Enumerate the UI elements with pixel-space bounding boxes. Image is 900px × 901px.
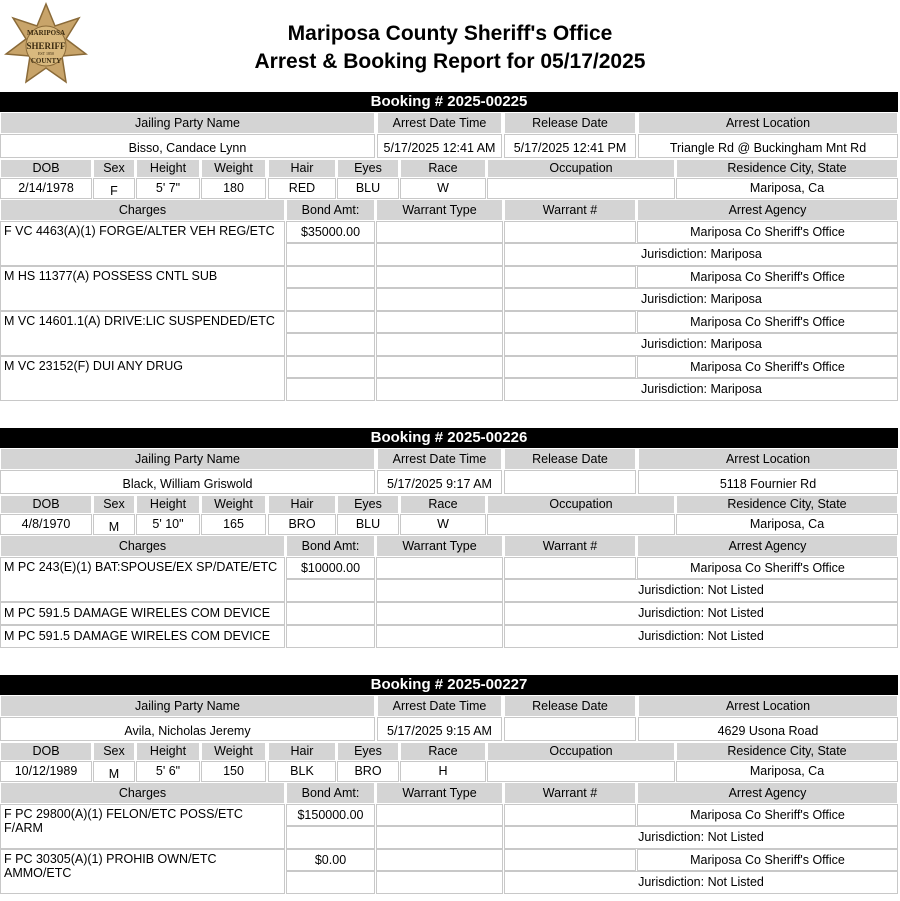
eyes-value: BLU [337,178,399,199]
dob-value: 10/12/1989 [0,761,92,782]
height-header: Height [136,742,200,761]
bond-amount-empty [286,333,375,356]
residence-header: Residence City, State [676,495,898,514]
arrest-agency: Mariposa Co Sheriff's Office [637,849,898,871]
warrant-number-header: Warrant # [504,782,636,804]
height-value: 5' 10" [136,514,200,535]
bond-amount-empty [286,826,375,849]
jurisdiction: Jurisdiction: Mariposa [504,333,898,356]
arrest-agency-header: Arrest Agency [637,535,898,557]
bond-amount [286,602,375,625]
sex-header: Sex [93,159,135,178]
release-date [504,470,636,494]
arrest-location-header: Arrest Location [638,112,898,134]
bond-amount-empty [286,243,375,266]
bond-amount-header: Bond Amt: [286,199,375,221]
svg-text:SHERIFF: SHERIFF [26,41,66,51]
booking-number-header: Booking # 2025-00225 [0,92,898,112]
arrest-location: 5118 Fournier Rd [638,470,898,494]
jurisdiction: Jurisdiction: Mariposa [504,378,898,401]
warrant-number [504,804,636,826]
occupation-value [487,761,675,782]
arrest-agency: Mariposa Co Sheriff's Office [637,266,898,288]
warrant-number [504,849,636,871]
warrant-type [376,356,503,378]
charge-description: M PC 243(E)(1) BAT:SPOUSE/EX SP/DATE/ETC [0,557,285,602]
warrant-type-header: Warrant Type [376,535,503,557]
warrant-type-empty [376,333,503,356]
race-value: W [400,514,486,535]
hair-value: BRO [268,514,336,535]
bond-amount-empty [286,579,375,602]
race-value: W [400,178,486,199]
eyes-header: Eyes [337,742,399,761]
release-date-header: Release Date [504,448,636,470]
bond-amount [286,266,375,288]
arrest-location: Triangle Rd @ Buckingham Mnt Rd [638,134,898,158]
weight-value: 180 [201,178,266,199]
warrant-number [504,356,636,378]
warrant-type [376,625,503,648]
bond-amount: $0.00 [286,849,375,871]
arrest-agency: Mariposa Co Sheriff's Office [637,221,898,243]
arrest-date-time: 5/17/2025 9:15 AM [377,717,502,741]
arrest-agency: Mariposa Co Sheriff's Office [637,804,898,826]
dob-value: 2/14/1978 [0,178,92,199]
hair-header: Hair [268,159,336,178]
hair-header: Hair [268,742,336,761]
warrant-number [504,221,636,243]
occupation-value [487,514,675,535]
booking-number-header: Booking # 2025-00226 [0,428,898,448]
charge-description: F PC 29800(A)(1) FELON/ETC POSS/ETC F/ARM [0,804,285,849]
weight-header: Weight [201,742,266,761]
report-title-line1: Mariposa County Sheriff's Office [287,22,613,45]
charges-header: Charges [0,199,285,221]
sex-value: M [93,761,135,782]
height-value: 5' 6" [136,761,200,782]
bond-amount [286,625,375,648]
arrest-agency: Mariposa Co Sheriff's Office [637,311,898,333]
warrant-number-header: Warrant # [504,199,636,221]
release-date: 5/17/2025 12:41 PM [504,134,636,158]
hair-value: RED [268,178,336,199]
sex-header: Sex [93,742,135,761]
warrant-type [376,557,503,579]
charge-description: F VC 4463(A)(1) FORGE/ALTER VEH REG/ETC [0,221,285,266]
svg-text:EST 1850: EST 1850 [37,51,55,56]
release-date [504,717,636,741]
occupation-header: Occupation [487,159,675,178]
weight-value: 165 [201,514,266,535]
bond-amount: $150000.00 [286,804,375,826]
arrest-date-time: 5/17/2025 12:41 AM [377,134,502,158]
dob-header: DOB [0,742,92,761]
bond-amount [286,311,375,333]
bond-amount-empty [286,871,375,894]
jailing-party-name: Black, William Griswold [0,470,375,494]
warrant-type [376,849,503,871]
weight-value: 150 [201,761,266,782]
bond-amount-header: Bond Amt: [286,782,375,804]
sex-value: M [93,514,135,535]
dob-value: 4/8/1970 [0,514,92,535]
bond-amount-empty [286,288,375,311]
warrant-type-empty [376,871,503,894]
jailing-party-name-header: Jailing Party Name [0,448,375,470]
hair-value: BLK [268,761,336,782]
weight-header: Weight [201,495,266,514]
warrant-type [376,266,503,288]
charges-header: Charges [0,535,285,557]
warrant-type [376,221,503,243]
height-header: Height [136,495,200,514]
warrant-type [376,602,503,625]
charge-description: M PC 591.5 DAMAGE WIRELES COM DEVICE [0,625,285,648]
arrest-location: 4629 Usona Road [638,717,898,741]
warrant-type-empty [376,378,503,401]
race-value: H [400,761,486,782]
bond-amount: $10000.00 [286,557,375,579]
warrant-number [504,266,636,288]
eyes-header: Eyes [337,159,399,178]
charge-description: M VC 14601.1(A) DRIVE:LIC SUSPENDED/ETC [0,311,285,356]
warrant-type-empty [376,826,503,849]
warrant-type [376,804,503,826]
jailing-party-name-header: Jailing Party Name [0,112,375,134]
jurisdiction: Jurisdiction: Mariposa [504,288,898,311]
charge-description: M HS 11377(A) POSSESS CNTL SUB [0,266,285,311]
height-header: Height [136,159,200,178]
warrant-type-header: Warrant Type [376,199,503,221]
arrest-agency: Mariposa Co Sheriff's Office [637,557,898,579]
height-value: 5' 7" [136,178,200,199]
warrant-type-empty [376,243,503,266]
occupation-header: Occupation [487,742,675,761]
jurisdiction: Jurisdiction: Not Listed [504,871,898,894]
charges-header: Charges [0,782,285,804]
residence-value: Mariposa, Ca [676,178,898,199]
bond-amount: $35000.00 [286,221,375,243]
release-date-header: Release Date [504,695,636,717]
occupation-header: Occupation [487,495,675,514]
svg-text:COUNTY: COUNTY [30,57,62,65]
arrest-date-time-header: Arrest Date Time [377,448,502,470]
charge-description: M VC 23152(F) DUI ANY DRUG [0,356,285,401]
jailing-party-name-header: Jailing Party Name [0,695,375,717]
residence-header: Residence City, State [676,159,898,178]
bond-amount-empty [286,378,375,401]
report-title [0,20,900,76]
booking-block [0,428,898,648]
residence-value: Mariposa, Ca [676,761,898,782]
warrant-type-empty [376,579,503,602]
warrant-number [504,311,636,333]
jailing-party-name: Avila, Nicholas Jeremy [0,717,375,741]
dob-header: DOB [0,495,92,514]
booking-block [0,675,898,894]
hair-header: Hair [268,495,336,514]
dob-header: DOB [0,159,92,178]
jurisdiction: Jurisdiction: Not Listed [504,826,898,849]
arrest-date-time: 5/17/2025 9:17 AM [377,470,502,494]
bond-amount [286,356,375,378]
eyes-header: Eyes [337,495,399,514]
race-header: Race [400,495,486,514]
arrest-location-header: Arrest Location [638,448,898,470]
weight-header: Weight [201,159,266,178]
bond-amount-header: Bond Amt: [286,535,375,557]
arrest-date-time-header: Arrest Date Time [377,695,502,717]
eyes-value: BRO [337,761,399,782]
warrant-type-header: Warrant Type [376,782,503,804]
eyes-value: BLU [337,514,399,535]
jurisdiction: Jurisdiction: Not Listed [504,579,898,602]
race-header: Race [400,742,486,761]
jailing-party-name: Bisso, Candace Lynn [0,134,375,158]
arrest-date-time-header: Arrest Date Time [377,112,502,134]
residence-header: Residence City, State [676,742,898,761]
jurisdiction: Jurisdiction: Not Listed [504,625,898,648]
residence-value: Mariposa, Ca [676,514,898,535]
jurisdiction: Jurisdiction: Mariposa [504,243,898,266]
charge-description: M PC 591.5 DAMAGE WIRELES COM DEVICE [0,602,285,625]
booking-number-header: Booking # 2025-00227 [0,675,898,695]
warrant-type [376,311,503,333]
sex-value: F [93,178,135,199]
booking-block [0,92,898,401]
arrest-agency: Mariposa Co Sheriff's Office [637,356,898,378]
charge-description: F PC 30305(A)(1) PROHIB OWN/ETC AMMO/ETC [0,849,285,894]
arrest-agency-header: Arrest Agency [637,782,898,804]
report-title-line2: Arrest & Booking Report for 05/17/2025 [254,50,646,73]
occupation-value [487,178,675,199]
warrant-number-header: Warrant # [504,535,636,557]
race-header: Race [400,159,486,178]
release-date-header: Release Date [504,112,636,134]
arrest-agency-header: Arrest Agency [637,199,898,221]
warrant-type-empty [376,288,503,311]
jurisdiction: Jurisdiction: Not Listed [504,602,898,625]
warrant-number [504,557,636,579]
sex-header: Sex [93,495,135,514]
svg-text:MARIPOSA: MARIPOSA [26,29,66,37]
arrest-location-header: Arrest Location [638,695,898,717]
